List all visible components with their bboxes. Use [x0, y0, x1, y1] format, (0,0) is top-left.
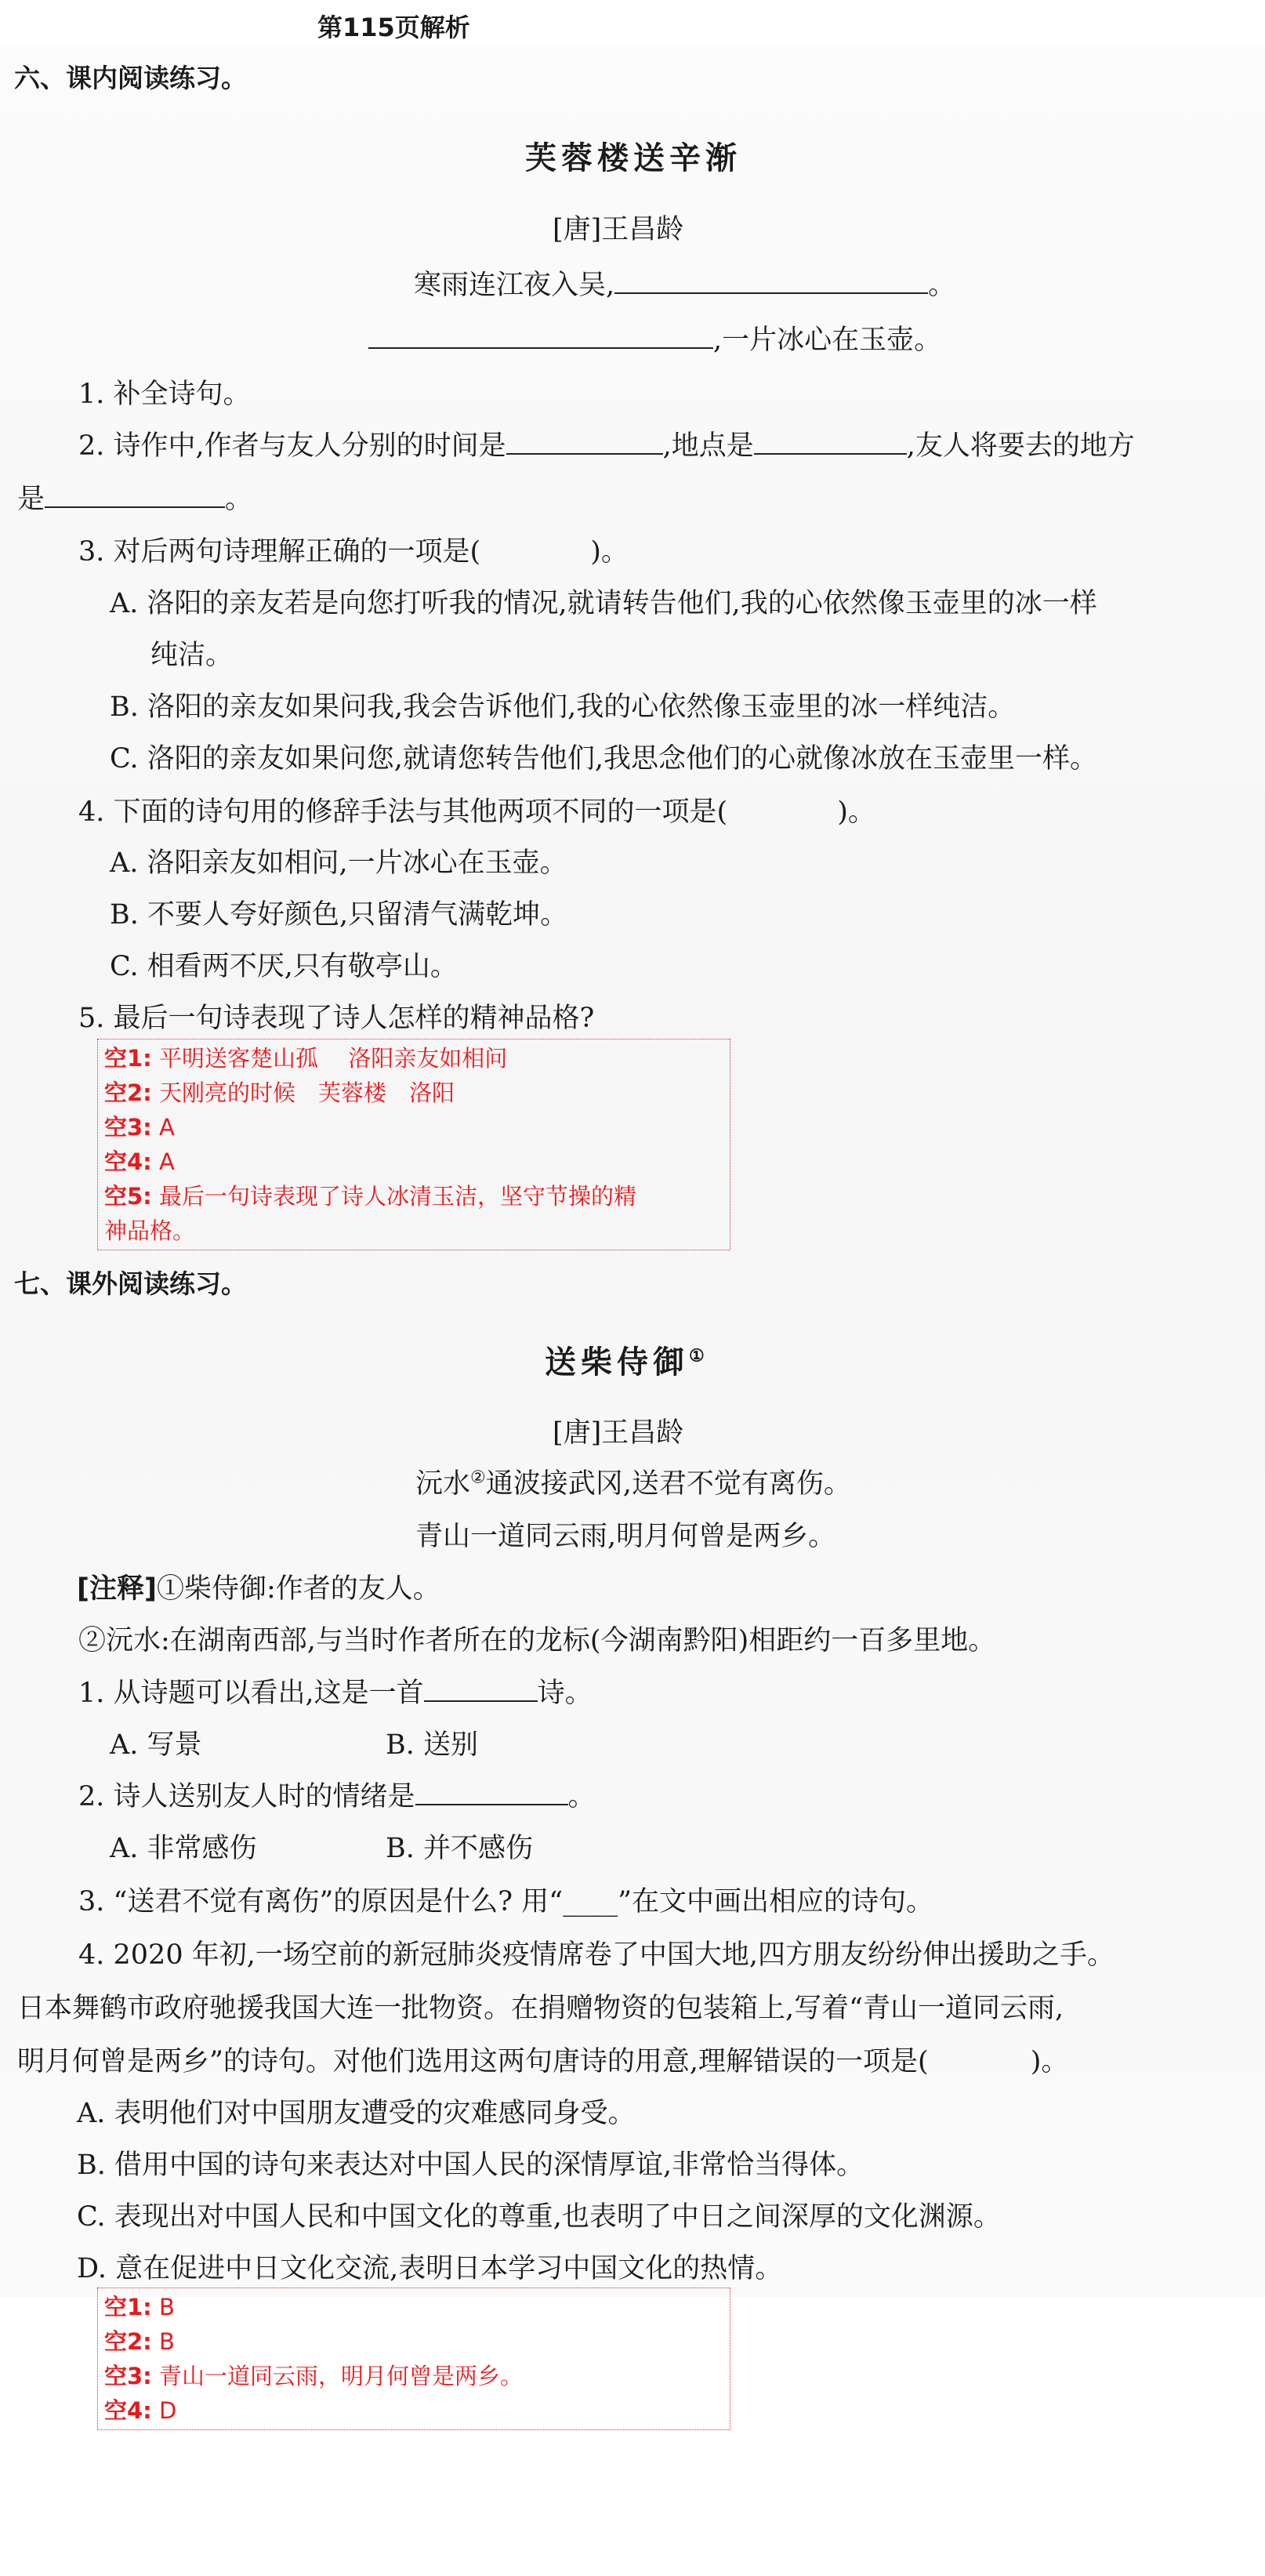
s6-answer-3: [104, 1110, 723, 1145]
answer-label: 空5:: [104, 1183, 152, 1210]
answer-label: 空4:: [104, 1148, 152, 1175]
s7-answer-box: [97, 2288, 730, 2430]
poem2-title: [545, 1337, 709, 1382]
s6-q3: [78, 530, 629, 569]
poem1-title: 芙蓉楼送辛渐: [525, 140, 741, 176]
s7-q1-option-a: A. 写景: [110, 1729, 202, 1761]
s6-q3-stem: 3. 对后两句诗理解正确的一项是(: [78, 536, 481, 568]
poem1-line2-text: ,一片冰心在玉壶。: [713, 325, 942, 356]
s6-answer-5-cont: 神品格。: [104, 1217, 196, 1244]
poem1-blank2[interactable]: [368, 324, 713, 349]
poem2-line1-note: ②: [470, 1468, 486, 1488]
poem2-line1: [415, 1462, 851, 1501]
s6-answer-1: [104, 1041, 723, 1076]
s7-q2-option-b: B. 并不感伤: [386, 1833, 533, 1864]
answer-label: 空4:: [104, 2397, 152, 2424]
poem2-line1-b: 通波接武冈,送君不觉有离伤。: [485, 1468, 851, 1500]
answer-text: A: [159, 1114, 175, 1141]
answer-text: A: [159, 1148, 175, 1175]
s6-q4-stem-end: )。: [837, 796, 875, 828]
s7-q4-line3-text: 明月何曾是两乡”的诗句。对他们选用这两句唐诗的用意,理解错误的一项是(: [17, 2046, 929, 2077]
s6-answer-2: [104, 1076, 723, 1110]
s6-q3-option-a-cont: 纯洁。: [150, 640, 234, 671]
poem2-line1-a: 沅水: [415, 1468, 471, 1500]
section7-heading: 七、课外阅读练习。: [14, 1268, 247, 1299]
s6-q4-option-a: A. 洛阳亲友如相问,一片冰心在玉壶。: [110, 847, 567, 879]
s6-q3-option-a: A. 洛阳的亲友若是向您打听我的情况,就请转告他们,我的心依然像玉壶里的冰一样: [110, 588, 1097, 619]
s6-q5: 5. 最后一句诗表现了诗人怎样的精神品格?: [78, 1003, 595, 1034]
answer-label: 空1:: [104, 2294, 152, 2320]
s6-q2-part-d: 是: [17, 484, 45, 515]
s7-q1-option-b: B. 送别: [386, 1729, 478, 1761]
poem1-blank1[interactable]: [614, 269, 928, 294]
s6-q4: [78, 790, 875, 829]
s6-answer-5: [104, 1179, 723, 1214]
s6-answer-box: [97, 1039, 730, 1250]
s6-q2-part-a: 2. 诗作中,作者与友人分别的时间是: [78, 430, 506, 462]
s7-q1-stem-end: 诗。: [537, 1678, 593, 1709]
s6-q2-cont: [17, 477, 252, 517]
poem1-line1-text: 寒雨连江夜入吴,: [414, 270, 615, 301]
s7-q4-line3-end: )。: [1030, 2046, 1069, 2077]
s7-note1: [77, 1567, 440, 1606]
s7-q1-blank[interactable]: [424, 1677, 538, 1702]
poem2-author: [唐]王昌龄: [553, 1417, 684, 1449]
answer-label: 空2:: [104, 2328, 152, 2355]
s6-q2-part-b: ,地点是: [662, 430, 754, 462]
s6-q2-part-e: 。: [225, 484, 253, 515]
answer-text: B: [159, 2328, 175, 2355]
s7-answer-3: [104, 2359, 723, 2393]
s7-q4-option-c: C. 表现出对中国人民和中国文化的尊重,也表明了中日之间深厚的文化渊源。: [77, 2201, 1001, 2233]
s7-q3: 3. “送君不觉有离伤”的原因是什么? 用“____”在文中画出相应的诗句。: [78, 1886, 933, 1917]
s7-q4-line1: 4. 2020 年初,一场空前的新冠肺炎疫情席卷了中国大地,四方朋友纷纷伸出援助之手。: [78, 1939, 1115, 1971]
s6-answer-4: [104, 1145, 723, 1179]
s6-q1: 1. 补全诗句。: [78, 379, 251, 410]
s6-q2-blank-time[interactable]: [506, 430, 663, 455]
poem1-line2: [368, 318, 941, 357]
s7-q4-line2: 日本舞鹤市政府驰援我国大连一批物资。在捐赠物资的包装箱上,写着“青山一道同云雨,: [17, 1993, 1064, 2024]
s7-answer-1: [104, 2290, 723, 2324]
poem2-title-note: ①: [689, 1345, 709, 1366]
s6-q4-option-c: C. 相看两不厌,只有敬亭山。: [110, 951, 458, 982]
s7-note2: ②沅水:在湖南西部,与当时作者所在的龙标(今湖南黔阳)相距约一百多里地。: [78, 1625, 996, 1656]
s7-q2-stem-end: 。: [567, 1781, 596, 1812]
s6-q2-part-c: ,友人将要去的地方: [906, 430, 1135, 462]
s6-q3-option-b: B. 洛阳的亲友如果问我,我会告诉他们,我的心依然像玉壶里的冰一样纯洁。: [110, 691, 1016, 723]
s7-q4-line3: [17, 2040, 1068, 2079]
poem1-author: [唐]王昌龄: [553, 214, 684, 245]
answer-text: 最后一句诗表现了诗人冰清玉洁，坚守节操的精: [159, 1183, 637, 1210]
page-title: 第115页解析: [317, 13, 470, 42]
poem1-line1: [414, 263, 955, 303]
s7-q2-option-a: A. 非常感伤: [110, 1833, 257, 1864]
s6-q3-option-c: C. 洛阳的亲友如果问您,就请您转告他们,我思念他们的心就像冰放在玉壶里一样。: [110, 743, 1098, 775]
s6-q4-option-b: B. 不要人夸好颜色,只留清气满乾坤。: [110, 899, 568, 931]
s7-q2-blank[interactable]: [415, 1780, 568, 1805]
s6-q4-stem: 4. 下面的诗句用的修辞手法与其他两项不同的一项是(: [78, 796, 728, 828]
answer-text: 青山一道同云雨，明月何曾是两乡。: [159, 2363, 524, 2389]
answer-text: 平明送客楚山孤 洛阳亲友如相问: [159, 1045, 508, 1072]
s7-q4-option-b: B. 借用中国的诗句来表达对中国人民的深情厚谊,非常恰当得体。: [77, 2150, 864, 2181]
answer-text: D: [159, 2397, 177, 2424]
s7-q2-stem: 2. 诗人送别友人时的情绪是: [78, 1781, 415, 1812]
s6-q2: [78, 424, 1135, 463]
answer-label: 空3:: [104, 1114, 152, 1141]
s6-q3-stem-end: )。: [590, 536, 629, 568]
s7-q1-stem: 1. 从诗题可以看出,这是一首: [78, 1678, 424, 1709]
note1-text: ①柴侍御:作者的友人。: [157, 1573, 440, 1605]
answer-text: 天刚亮的时候 芙蓉楼 洛阳: [159, 1079, 455, 1106]
answer-label: 空3:: [104, 2363, 152, 2389]
s7-answer-2: [104, 2324, 723, 2359]
s6-q2-blank-place[interactable]: [754, 430, 907, 455]
section6-heading: 六、课内阅读练习。: [14, 63, 247, 93]
s7-q4-option-a: A. 表明他们对中国朋友遭受的灾难感同身受。: [77, 2098, 636, 2129]
answer-label: 空2:: [104, 1079, 152, 1106]
answer-text: B: [159, 2294, 175, 2320]
s7-q1: [78, 1671, 593, 1711]
answer-label: 空1:: [104, 1045, 152, 1072]
poem2-line2: 青山一道同云雨,明月何曾是两乡。: [415, 1521, 836, 1552]
s7-q4-option-d: D. 意在促进中日文化交流,表明日本学习中国文化的热情。: [77, 2253, 783, 2284]
s7-answer-4: [104, 2393, 723, 2428]
poem2-title-text: 送柴侍御: [545, 1344, 689, 1381]
s6-q2-blank-dest[interactable]: [45, 483, 225, 508]
s7-q2: [78, 1775, 596, 1814]
poem1-line1-end: 。: [928, 270, 956, 301]
note-label: [注释]: [77, 1573, 157, 1605]
